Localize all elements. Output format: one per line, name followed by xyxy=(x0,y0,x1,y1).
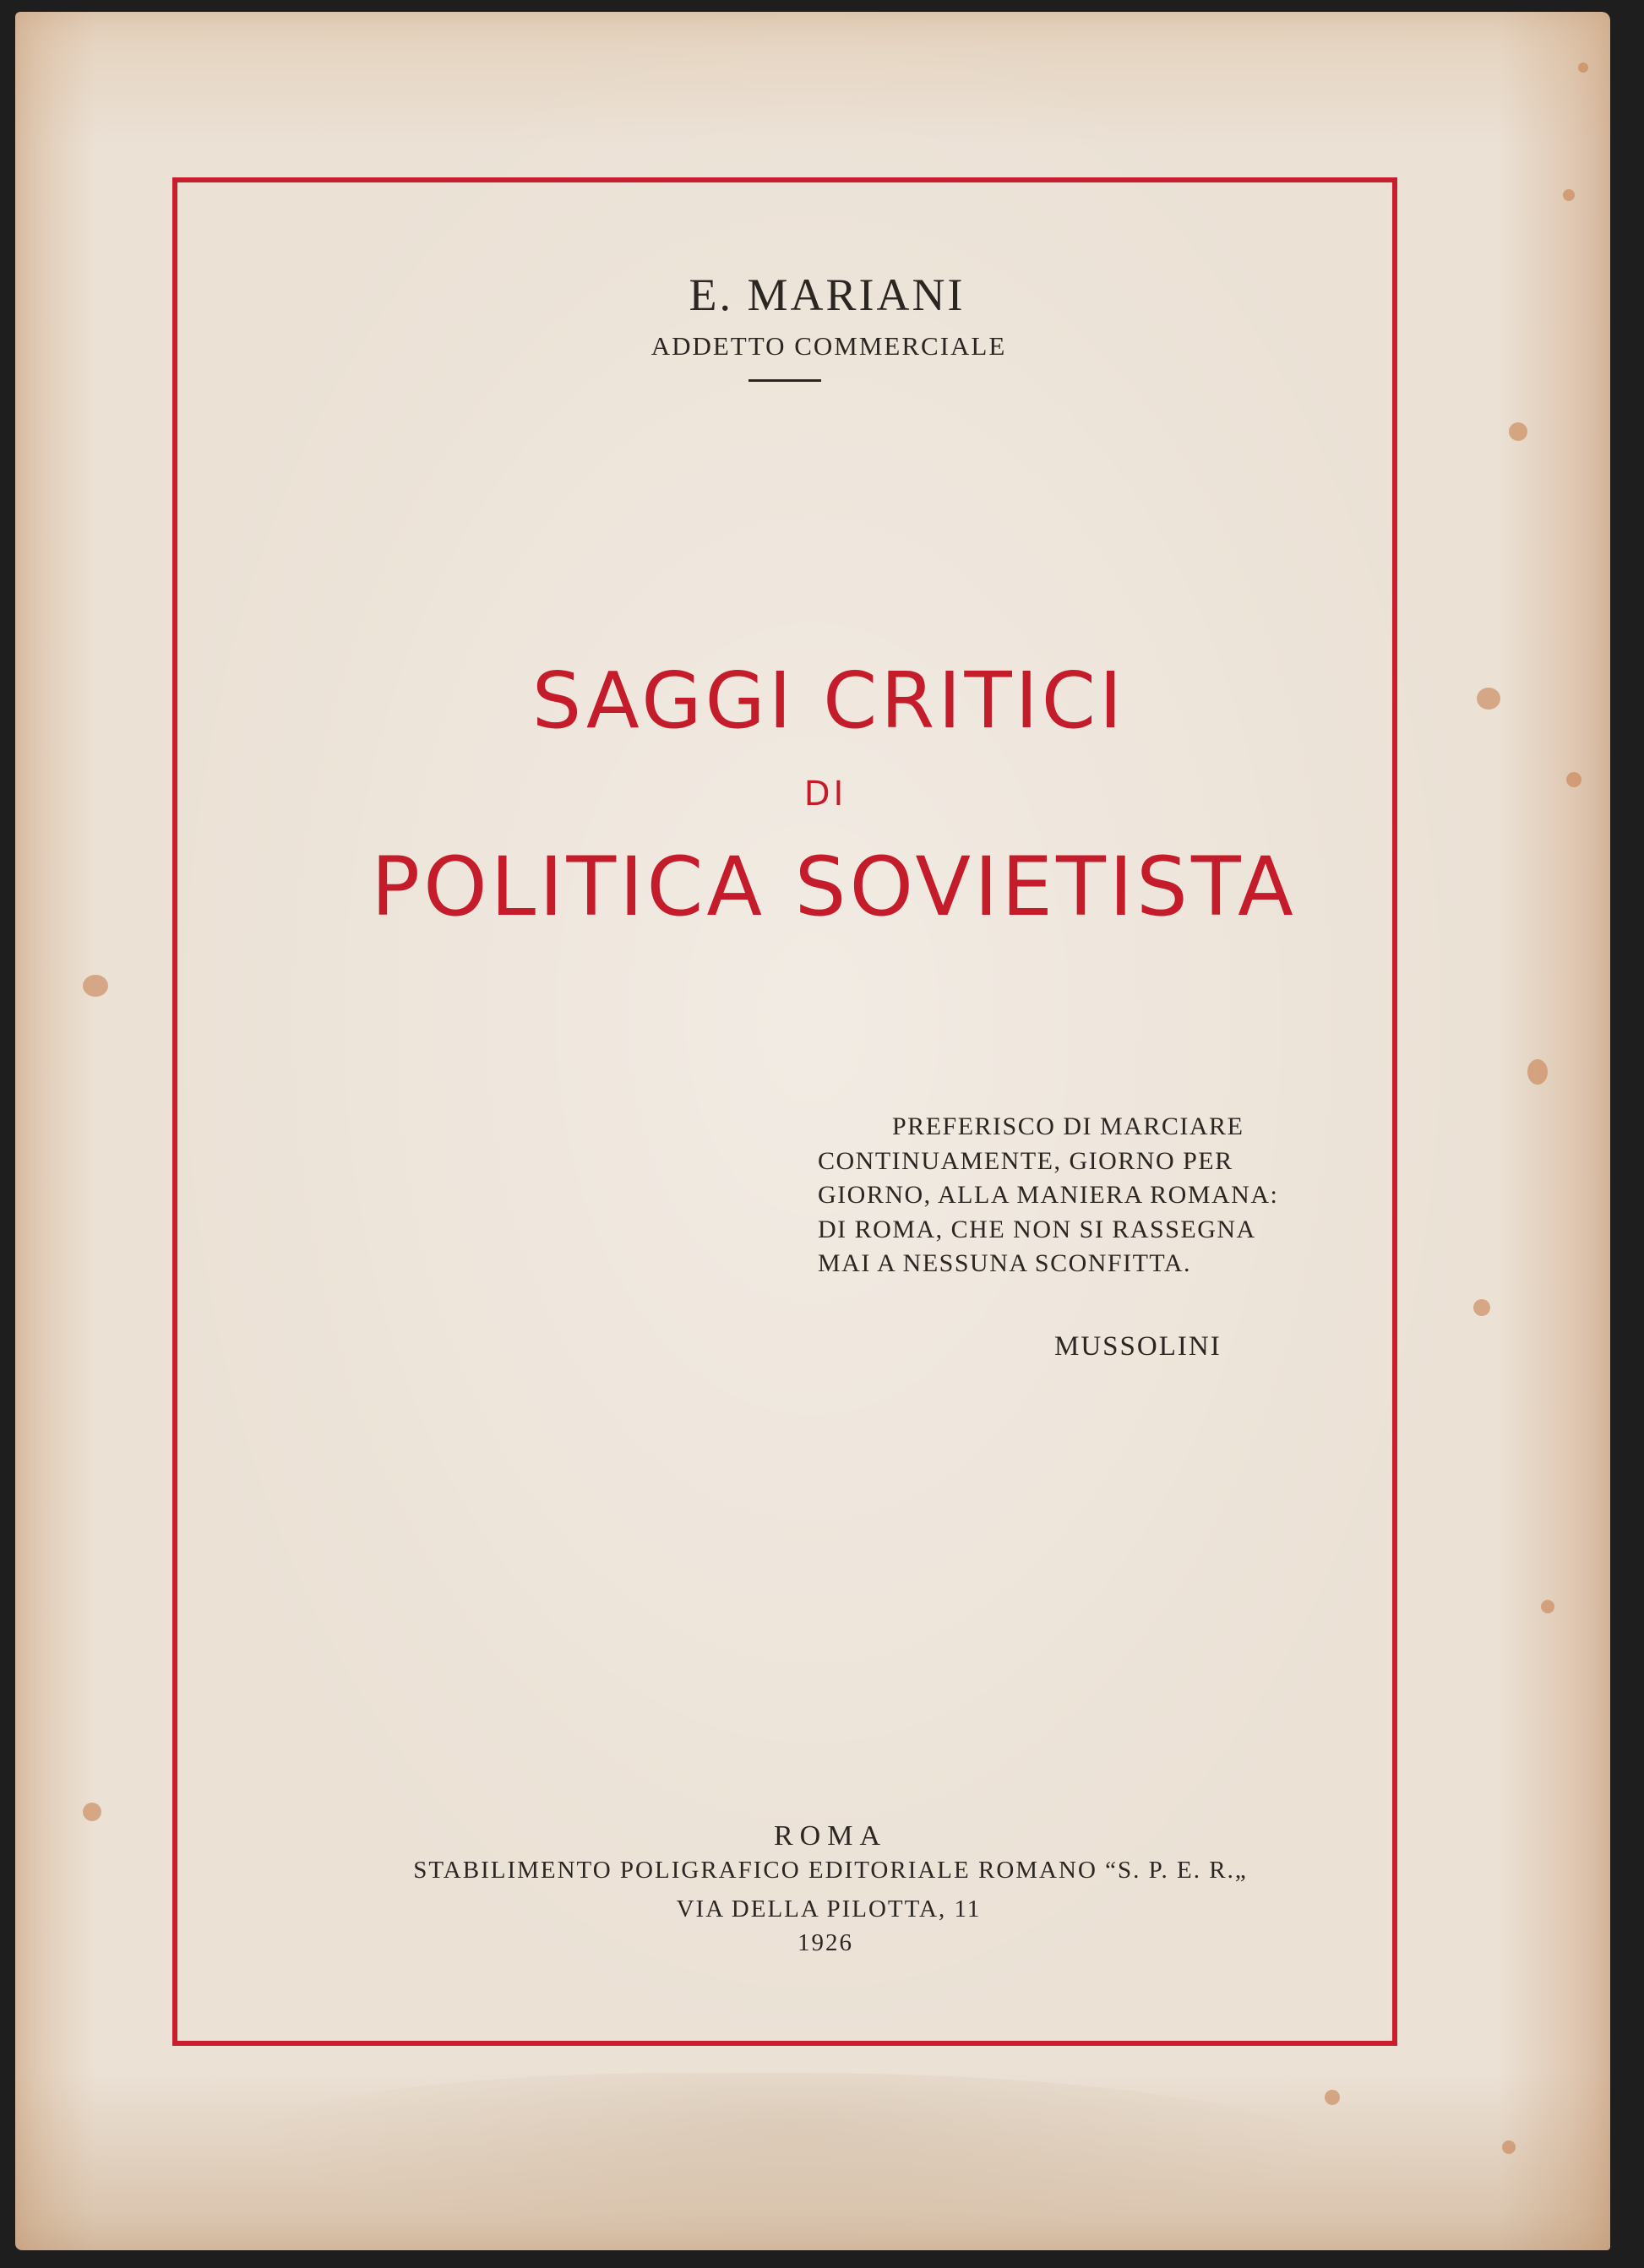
foxing-spot xyxy=(83,1803,101,1821)
worn-paper-area xyxy=(243,2073,1342,2242)
imprint-year: 1926 xyxy=(798,1929,853,1956)
title-line-2: POLITICA SOVIETISTA xyxy=(371,840,1297,934)
foxing-spot xyxy=(1541,1600,1554,1613)
foxing-spot xyxy=(1325,2090,1340,2105)
foxing-spot xyxy=(1509,422,1527,441)
foxing-spot xyxy=(1578,63,1588,73)
epigraph xyxy=(818,1110,1284,1281)
epigraph-line: CONTINUAMENTE, GIORNO PER xyxy=(818,1146,1233,1175)
imprint-city: ROMA xyxy=(773,1820,888,1852)
author-role: ADDETTO COMMERCIALE xyxy=(651,331,1007,361)
author-divider xyxy=(749,379,821,382)
epigraph-attribution: MUSSOLINI xyxy=(1054,1331,1222,1362)
epigraph-line: PREFERISCO DI MARCIARE xyxy=(892,1112,1244,1140)
epigraph-line: MAI A NESSUNA SCONFITTA. xyxy=(818,1249,1191,1277)
author-name: E. MARIANI xyxy=(689,269,966,320)
foxing-spot xyxy=(83,975,108,997)
foxing-spot xyxy=(1527,1059,1548,1085)
epigraph-line: DI ROMA, CHE NON SI RASSEGNA xyxy=(818,1215,1256,1243)
foxing-spot xyxy=(1502,2140,1516,2154)
title-connector: DI xyxy=(803,775,847,813)
title-line-1: SAGGI CRITICI xyxy=(531,655,1126,746)
foxing-spot xyxy=(1473,1299,1490,1316)
epigraph-line: GIORNO, ALLA MANIERA ROMANA: xyxy=(818,1181,1279,1209)
imprint-address: VIA DELLA PILOTTA, 11 xyxy=(676,1895,982,1923)
foxing-spot xyxy=(1563,189,1575,201)
imprint-publisher: STABILIMENTO POLIGRAFICO EDITORIALE ROMANO “S. P. E. R.„ xyxy=(413,1857,1248,1884)
